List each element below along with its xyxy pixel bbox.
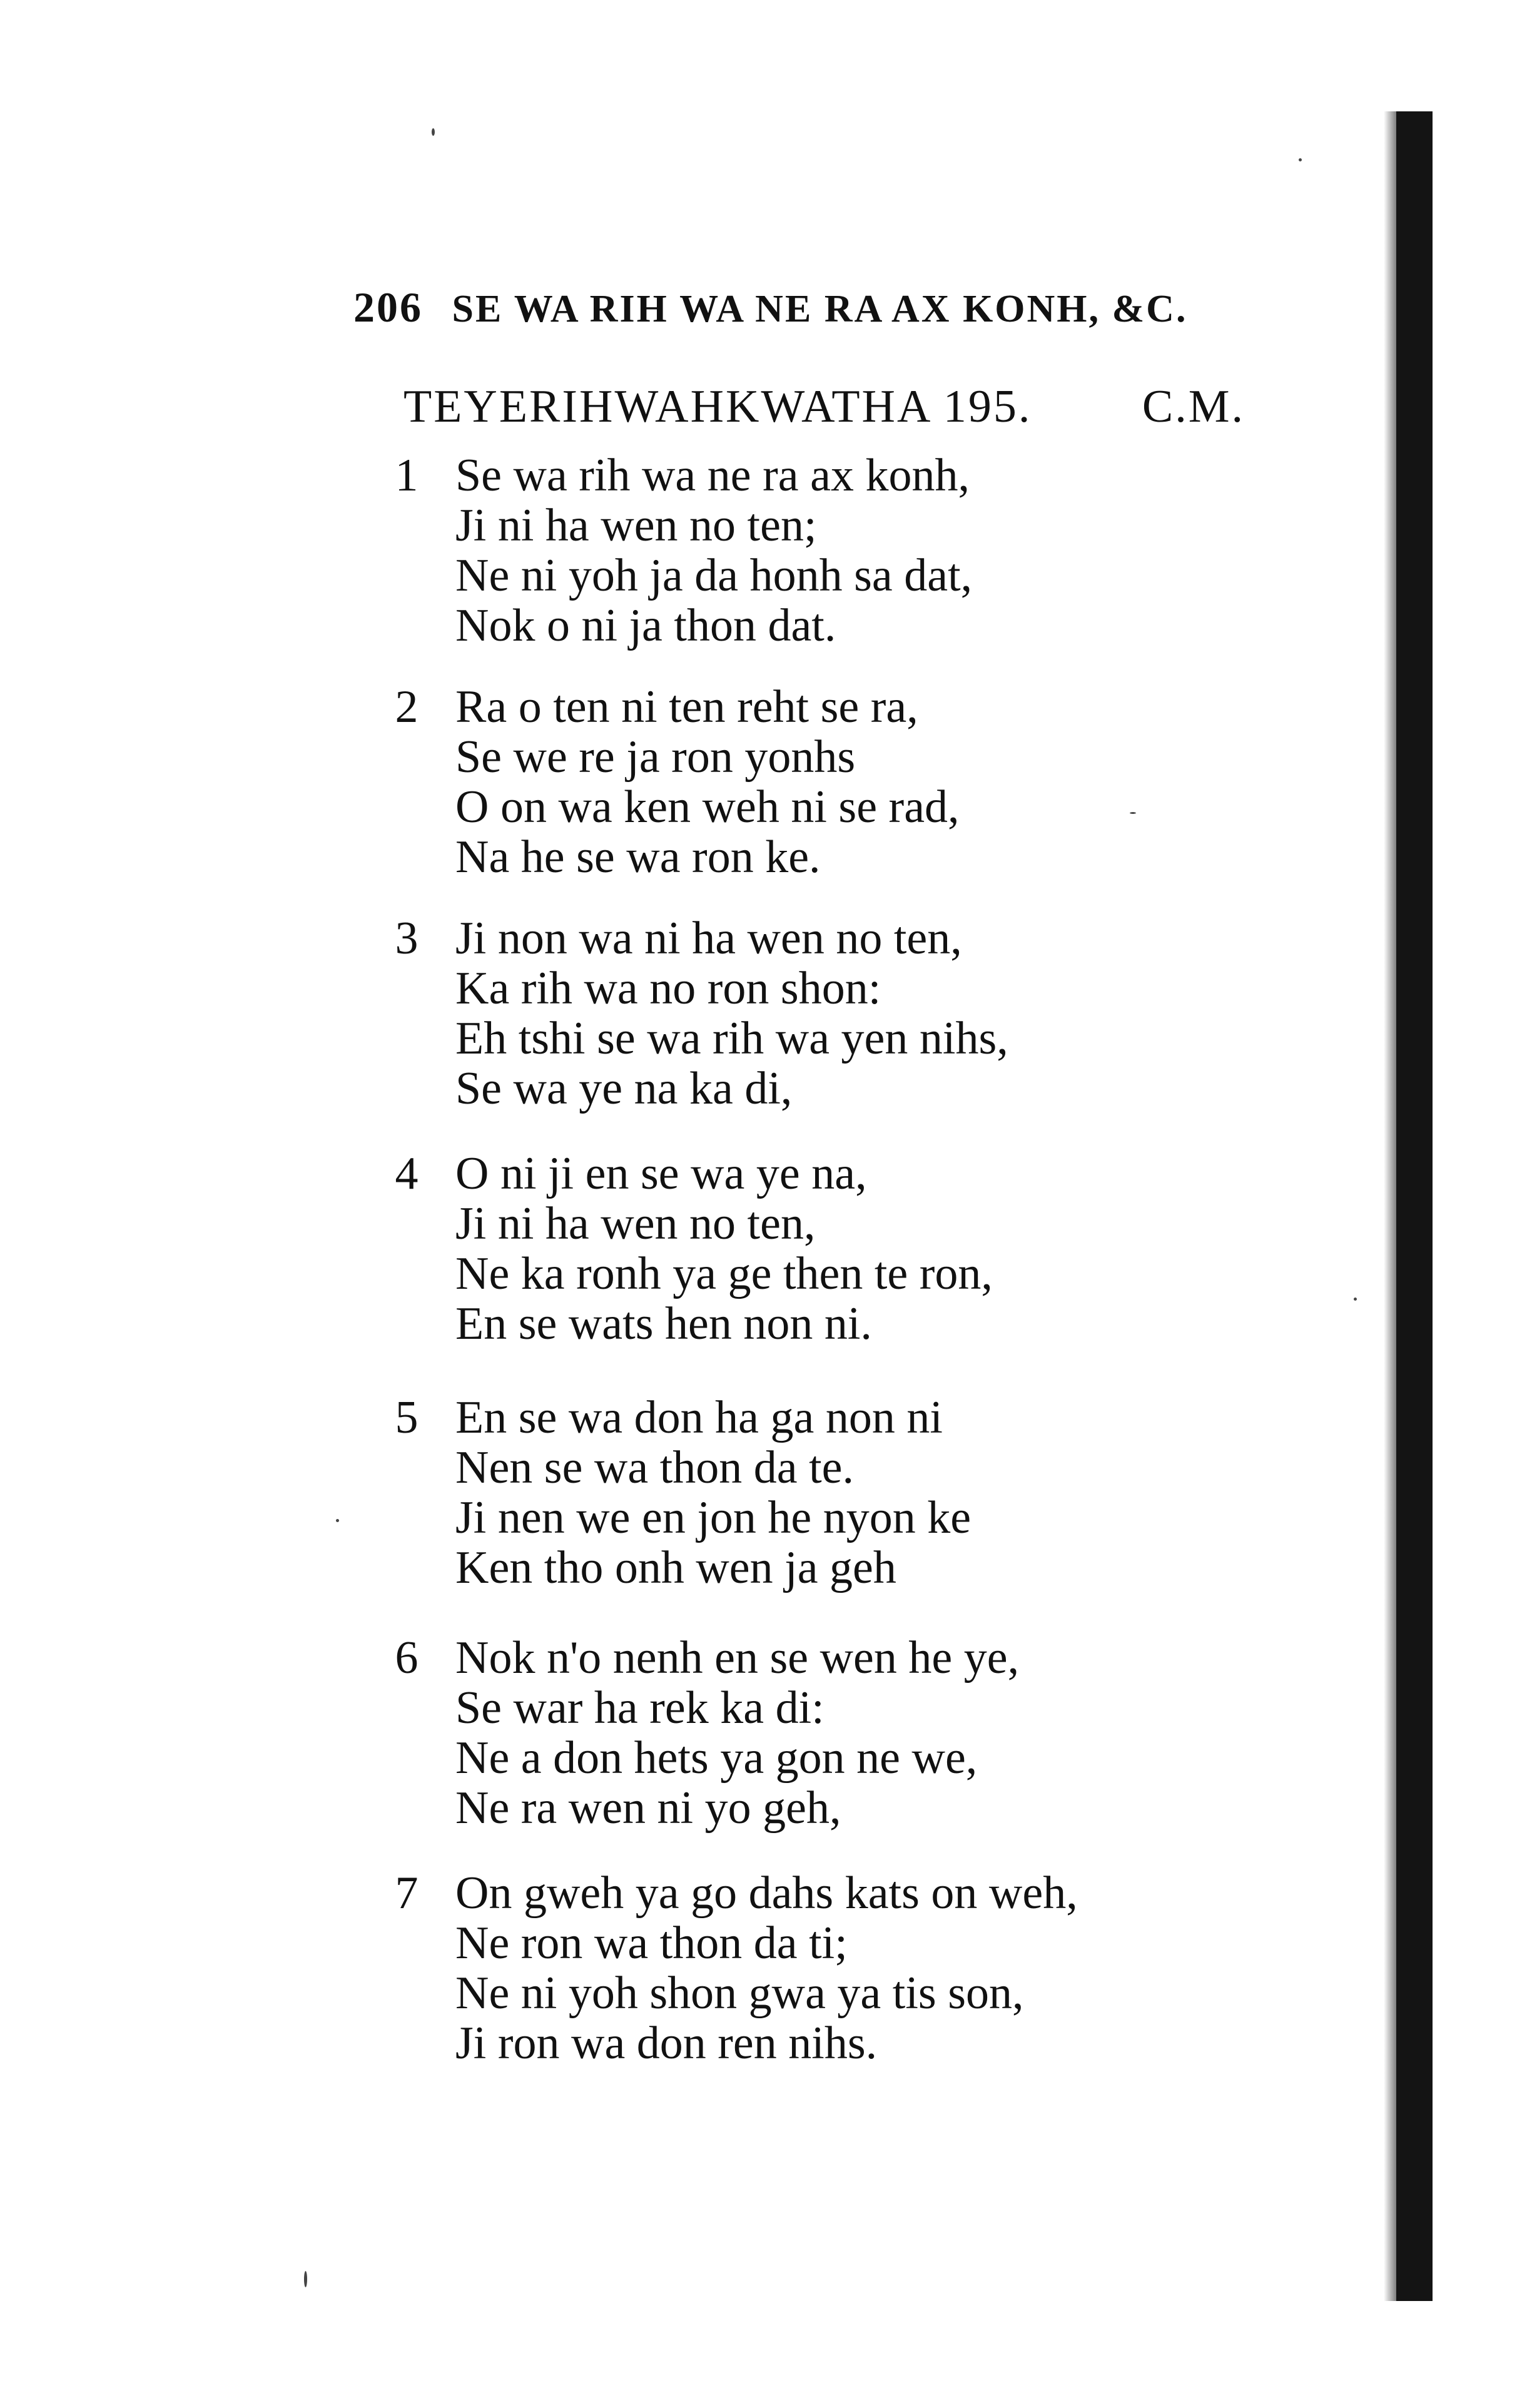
verse-line: Se we re ja ron yonhs: [455, 731, 856, 783]
ink-speck: [1354, 1298, 1357, 1301]
verse-line: En se wats hen non ni.: [455, 1298, 872, 1349]
page-number: 206: [353, 283, 423, 331]
verse-line: Ne ron wa thon da ti;: [455, 1918, 848, 1969]
stanza-lines: [455, 1633, 1131, 1833]
stanza-lines: [455, 913, 1131, 1114]
verse-line: Ji ron wa don ren nihs.: [455, 2018, 878, 2069]
verse-line: Ne ni yoh shon gwa ya tis son,: [455, 1968, 1024, 2019]
verse-line: Se war ha rek ka di:: [455, 1682, 824, 1734]
page-binding-edge: [1396, 111, 1433, 2301]
stanza-number: 1: [395, 450, 419, 501]
verse-line: Nok n'o nenh en se wen he ye,: [455, 1632, 1020, 1684]
verse-line: Se wa rih wa ne ra ax konh,: [455, 450, 970, 501]
stanza-number: 2: [395, 681, 419, 733]
verse-line: Ji ni ha wen no ten,: [455, 1198, 816, 1249]
verse-line: Ji non wa ni ha wen no ten,: [455, 913, 962, 964]
verse-line: Ne ka ronh ya ge then te ron,: [455, 1248, 993, 1299]
verse-line: Se wa ye na ka di,: [455, 1063, 793, 1114]
verse-line: Ji ni ha wen no ten;: [455, 500, 817, 551]
hymn-header: [403, 380, 1245, 443]
ink-speck: [304, 2271, 307, 2287]
stanza-lines: [455, 1868, 1131, 2068]
stanza-lines: [455, 682, 1131, 882]
hymn-label: TEYERIHWAHKWATHA 195.: [403, 381, 1032, 432]
verse-line: On gweh ya go dahs kats on weh,: [455, 1867, 1078, 1919]
verse-line: En se wa don ha ga non ni: [455, 1392, 943, 1443]
verse-line: Eh tshi se wa rih wa yen nihs,: [455, 1013, 1008, 1064]
ink-speck: [1130, 812, 1136, 814]
verse-line: O on wa ken weh ni se rad,: [455, 781, 960, 833]
running-title: SE WA RIH WA NE RA AX KONH, &C.: [452, 288, 1188, 330]
verse-line: Ne ni yoh ja da honh sa dat,: [455, 550, 973, 601]
verse-line: Ji nen we en jon he nyon ke: [455, 1492, 971, 1543]
binding-shadow: [1384, 111, 1396, 2301]
ink-speck: [432, 128, 435, 136]
verse-line: Nen se wa thon da te.: [455, 1442, 855, 1493]
stanza-lines: [455, 1149, 1131, 1349]
verse-line: Ne a don hets ya gon ne we,: [455, 1732, 978, 1784]
verse-line: Ka rih wa no ron shon:: [455, 963, 881, 1014]
verse-line: Ra o ten ni ten reht se ra,: [455, 681, 918, 733]
stanza-number: 3: [395, 913, 419, 964]
ink-speck: [336, 1519, 339, 1522]
stanza-lines: [455, 450, 1131, 651]
verse-line: Ne ra wen ni yo geh,: [455, 1782, 841, 1834]
verse-line: Nok o ni ja thon dat.: [455, 600, 836, 651]
stanza-number: 7: [395, 1867, 419, 1919]
stanza-lines: [455, 1393, 1131, 1593]
verse-line: Ken tho onh wen ja geh: [455, 1542, 896, 1593]
hymn-meter: C.M.: [1142, 381, 1245, 432]
running-head: [353, 283, 1261, 333]
stanza-number: 6: [395, 1632, 419, 1684]
stanza-number: 4: [395, 1148, 419, 1199]
stanza-number: 5: [395, 1392, 419, 1443]
verse-line: O ni ji en se wa ye na,: [455, 1148, 867, 1199]
verse-line: Na he se wa ron ke.: [455, 831, 821, 883]
ink-speck: [1299, 158, 1302, 161]
